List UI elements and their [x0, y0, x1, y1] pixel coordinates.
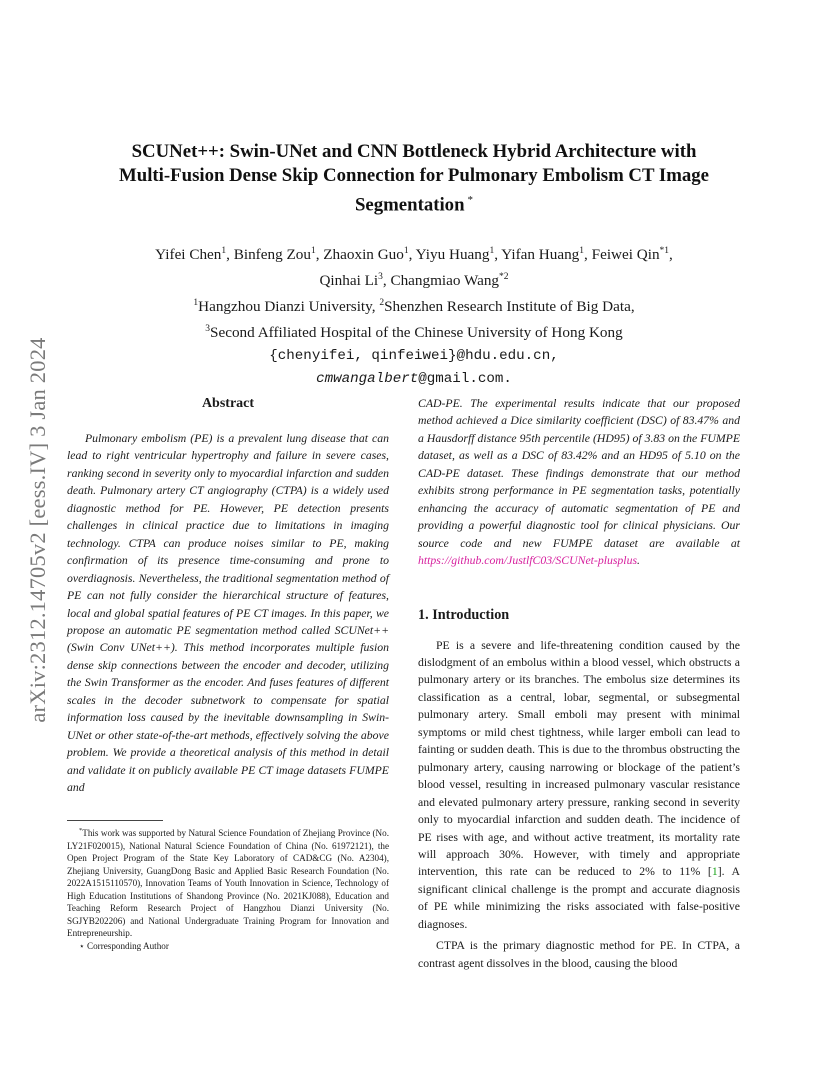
affiliation-line-1 [90, 292, 738, 318]
title-line-3-text: Segmentation [354, 194, 465, 216]
intro-paragraph-2: CTPA is the primary diagnostic method for PE. In CTPA, a contrast agent dissolves in the blood, causing the blood [418, 939, 740, 970]
affiliation-marker: 3 [205, 324, 211, 335]
left-column [67, 395, 389, 797]
author-line-1 [90, 240, 738, 266]
affiliation-text: Shenzhen Research Institute of Big Data, [384, 298, 635, 316]
author-separator: , [226, 246, 234, 264]
footnote-marker: * [79, 827, 83, 834]
title-line-1: SCUNet++: Swin-UNet and CNN Bottleneck Hybrid Architecture with [131, 141, 697, 162]
author-name: Qinhai Li [319, 272, 379, 290]
funding-footnote-text: This work was supported by Natural Science Foundation of Zhejiang Province (No. LY21F020015), National Natural Science Foundation of China (No. 61972121), the Open Project Program of the State Key Laboratory of CAD&CG (No. A2304), Zhejiang University, GuangDong Basic and Applied Basic Research Foundation (No. 2022A1515110570), Innovation Teams of Youth Innovation in Science, Technology of High Education Institutions of Shandong Province (No. 2021KJ088), Education and Teaching Reform Research Project of Hangzhou Dianzi University (No. SGJYB202206) and National Undergraduate Training Program for Innovation and Entrepreneurship. [67, 828, 389, 939]
author-name: Zhaoxin Guo [323, 246, 404, 264]
author-separator: , [382, 272, 391, 290]
author-separator: , [584, 246, 592, 264]
author-affiliation-marker: *2 [499, 272, 509, 283]
abstract-heading: Abstract [201, 396, 255, 411]
affiliation-marker: 1 [193, 298, 199, 309]
author-name: Changmiao Wang [390, 272, 500, 290]
funding-footnote [67, 825, 389, 940]
author-emails: {chenyifei, qinfeiwei}@hdu.edu.cn, [269, 348, 559, 365]
corresponding-author-text: Corresponding Author [84, 940, 169, 951]
email-line-1 [90, 344, 738, 367]
author-affiliation-marker: 1 [403, 246, 409, 256]
author-affiliation-marker: 1 [579, 246, 585, 256]
intro-paragraph-1 [418, 637, 740, 934]
title-line-2: Multi-Fusion Dense Skip Connection for Pulmonary Embolism CT Image [119, 165, 709, 186]
paper-title [90, 140, 738, 217]
email-username: cmwangalbert [316, 371, 419, 388]
email-line-2 [90, 367, 738, 390]
arxiv-identifier [22, 296, 54, 764]
affiliation-marker: 2 [379, 298, 385, 309]
affiliation-text: Second Affiliated Hospital of the Chinese University of Hong Kong [210, 324, 623, 342]
author-separator: , [408, 246, 416, 264]
author-separator: , [315, 246, 324, 264]
abstract-body: Pulmonary embolism (PE) is a prevalent lung disease that can lead to right ventricular hypertrophy and failure in severe cases, ranking second in severity only to myocardial infarction and sudden death. Pulmonary artery CT angiography (CTPA) is a widely used diagnostic method for PE. However, PE detection presents challenges in clinical practice due to limitations in imaging technology. CTPA can produce noises similar to PE, making confirmation of its presence time-consuming and prone to overdiagnosis. Nevertheless, the traditional segmentation method of PE can not fully consider the hierarchical structure of features, local and global spatial features of PE CT images. In this paper, we propose an automatic PE segmentation method called SCUNet++ (Swin Conv UNet++). This method incorporates multiple fusion dense skip connections between the encoder and decoder, utilizing the Swin Transformer as the encoder. And fuses features of different scales in the decoder subnetwork to compensate for spatial information loss caused by the inevitable downsampling in Swin-UNet or other state-of-the-art methods, effectively solving the above problem. We provide a theoretical analysis of this method in detail and validate it on publicly available PE CT image datasets FUMPE and [67, 432, 389, 795]
section-heading-introduction: 1. Introduction [418, 606, 510, 623]
citation-link[interactable]: 1 [711, 865, 718, 879]
author-separator: , [669, 246, 673, 264]
author-affiliation-marker: 1 [310, 246, 316, 256]
author-name: Binfeng Zou [233, 246, 311, 264]
author-affiliation-marker: 3 [378, 272, 383, 283]
affiliation-text: Hangzhou Dianzi University, [198, 298, 380, 316]
author-block [90, 240, 738, 390]
intro-paragraph-1-tail: ]. A significant clinical challenge is the prompt and accurate diagnosis of PE while minimizing the risks associated with false-positive diagnoses. [418, 865, 741, 931]
footnote-marker: ⋆ [79, 940, 85, 951]
abstract-continuation [418, 395, 740, 570]
footnotes [67, 825, 389, 952]
title-line-3 [90, 188, 738, 217]
code-repository-link[interactable]: https://github.com/JustlfC03/SCUNet-plusplus [418, 554, 638, 568]
author-separator: , [494, 246, 502, 264]
footnote-rule [67, 820, 163, 821]
intro-paragraph-1-text: PE is a severe and life-threatening condition caused by the dislodgment of an embolus within a blood vessel, which obstructs a pulmonary artery or its branches. The embolus size determines its classification as a central, lobar, segmental, or subsegmental pulmonary artery. Small emboli may present with minimal symptoms or mild chest tightness, while larger emboli can lead to fainting or sudden death. This is due to the thrombus obstructing the pulmonary artery, causing narrowing or blockage of the patient’s blood vessel, resulting in increased pulmonary vascular resistance and elevated pulmonary artery pressure, ranking second in severity only to myocardial infarction and sudden death. The incidence of PE rises with age, and without active treatment, its mortality rate will approach 30%. However, with timely and appropriate intervention, this rate can be reduced to 2% to 11% [ [418, 638, 740, 879]
author-name: Yiyu Huang [415, 246, 490, 264]
author-name: Yifan Huang [501, 246, 580, 264]
abstract-continuation-text: CAD-PE. The experimental results indicate that our proposed method achieved a Dice similarity coefficient (DSC) of 83.47% and a Hausdorff distance 95th percentile (HD95) of 3.83 on the FUMPE dataset, as well as a DSC of 83.42% and an HD95 of 5.10 on the CAD-PE dataset. These findings demonstrate that our method exhibits strong performance in PE segmentation tasks, potentially enhancing the accuracy of automatic segmentation of PE and providing a powerful diagnostic tool for clinical physicians. Our source code and new FUMPE dataset are available at [418, 397, 740, 550]
author-name: Yifei Chen [155, 246, 222, 264]
author-affiliation-marker: 1 [489, 246, 495, 256]
affiliation-line-2 [90, 318, 738, 344]
right-column [418, 395, 740, 972]
author-affiliation-marker: 1 [221, 246, 227, 256]
abstract-end: . [637, 554, 640, 568]
author-affiliation-marker: *1 [659, 246, 670, 256]
author-name: Feiwei Qin [591, 246, 660, 264]
email-domain: @gmail.com. [418, 371, 512, 388]
author-line-2 [90, 266, 738, 292]
arxiv-identifier-text: arXiv:2312.14705v2 [eess.IV] 3 Jan 2024 [25, 337, 50, 723]
corresponding-author-footnote [67, 940, 389, 953]
title-footnote-marker: * [467, 194, 474, 206]
